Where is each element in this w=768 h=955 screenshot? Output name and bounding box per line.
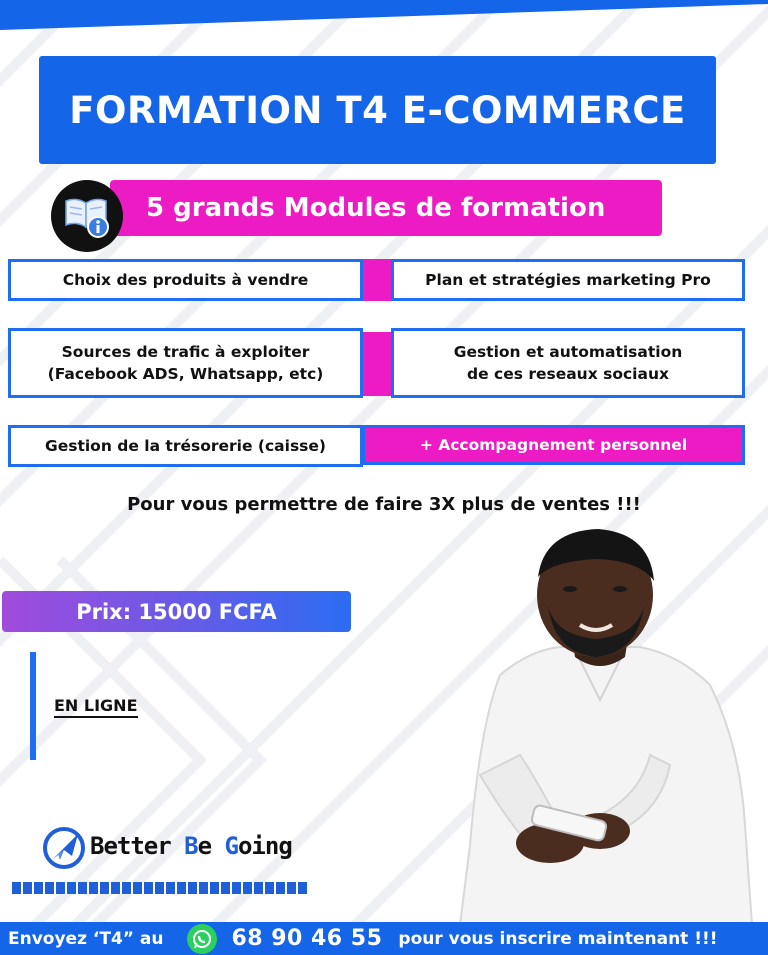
accompaniment-label: + Accompagnement personnel [419,436,688,454]
accent-bar [30,652,36,760]
brand-part: G [224,832,238,860]
title-banner [39,56,716,164]
module-label-line2: (Facebook ADS, Whatsapp, etc) [47,365,324,383]
mode-label: EN LIGNE [54,696,138,718]
brand-part: Better [90,832,185,860]
price-badge [2,591,351,632]
footer-send-text: Envoyez ‘T4” au [8,928,164,949]
rocket-logo-icon [42,826,86,870]
footer-cta-text: pour vous inscrire maintenant !!! [398,928,718,949]
module-label: Choix des produits à vendre [62,271,309,289]
module-label: Plan et stratégies marketing Pro [425,271,711,289]
module-label-line2: de ces reseaux sociaux [467,365,669,383]
module-cell-products [8,259,363,301]
price-label: Prix: 15000 FCFA [76,599,277,624]
accompaniment-banner [362,425,745,465]
whatsapp-icon[interactable] [187,924,217,954]
brand-part: e [197,832,225,860]
module-label-line1: Sources de trafic à exploiter [61,343,310,361]
module-cell-treasury [8,425,363,467]
modules-heading-bar [110,180,662,236]
module-label-line1: Gestion et automatisation [453,343,683,361]
brand-dashes [12,882,308,894]
brand-logo [90,832,292,860]
module-connector [363,259,391,301]
module-cell-traffic [8,328,363,398]
tagline: Pour vous permettre de faire 3X plus de ventes !!! [127,494,641,515]
brand-part: B [184,832,198,860]
modules-heading: 5 grands Modules de formation [146,193,606,223]
module-connector [363,332,391,396]
module-cell-automation [391,328,745,398]
page-title: FORMATION T4 E-COMMERCE [69,88,686,132]
module-label: Gestion de la trésorerie (caisse) [45,437,326,455]
brand-part: oing [237,832,292,860]
man-with-phone-image [440,525,760,925]
phone-number[interactable]: 68 90 46 55 [231,926,383,951]
footer-bar [0,922,768,955]
module-cell-marketing [391,259,745,301]
top-stripe [0,0,768,34]
book-info-icon [51,180,123,252]
